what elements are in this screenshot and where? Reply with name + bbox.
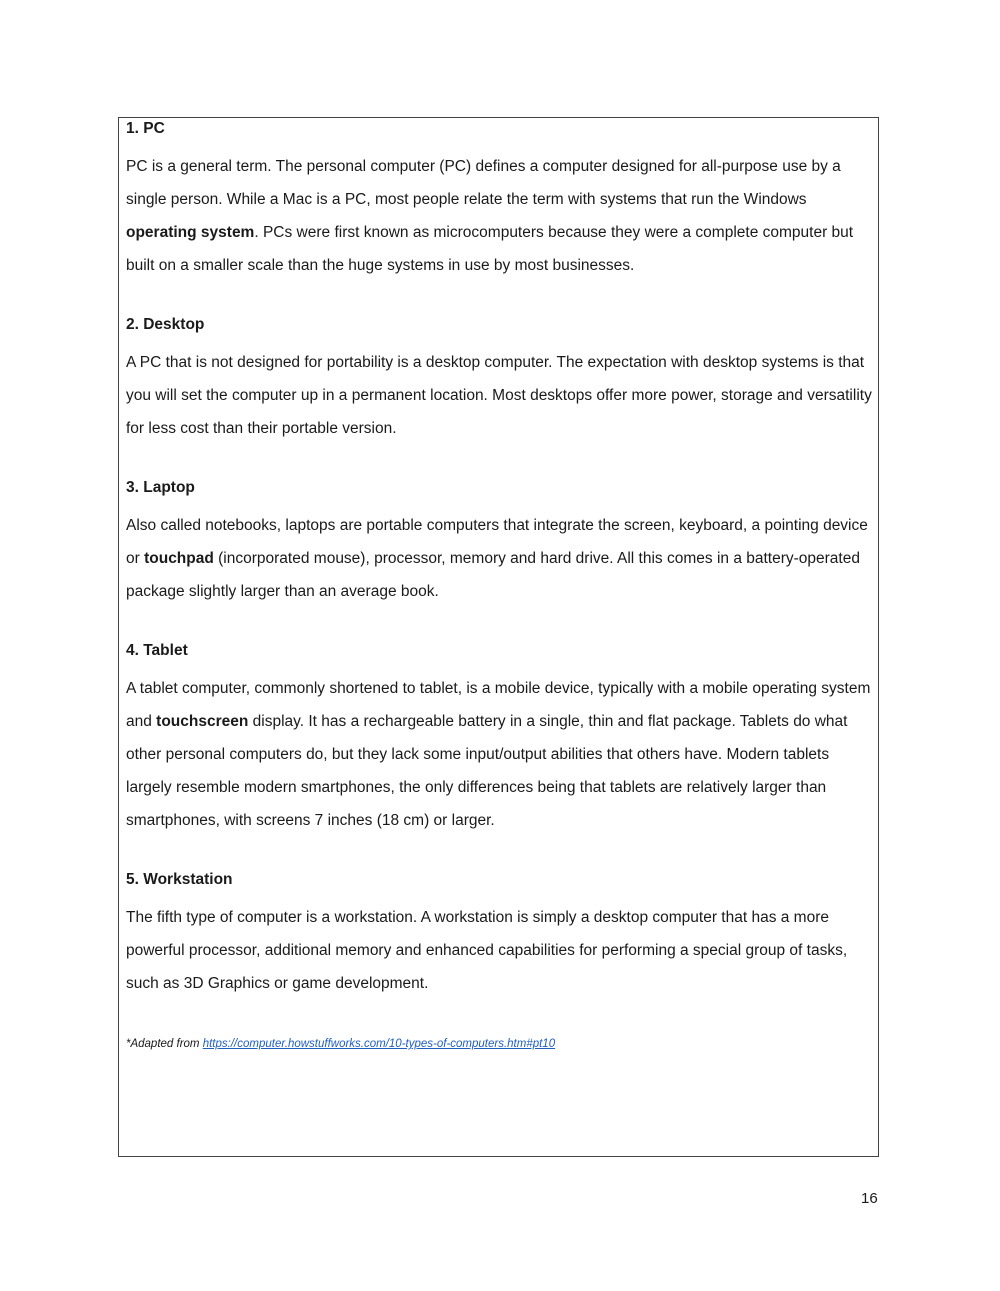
section-paragraph [126, 901, 876, 1000]
section-2 [126, 314, 876, 445]
section-heading: 1. PC [126, 120, 165, 137]
source-link[interactable]: https://computer.howstuffworks.com/10-types-of-computers.htm#pt10 [202, 1038, 556, 1050]
page-number: 16 [861, 1190, 878, 1207]
section-heading: 5. Workstation [126, 871, 233, 888]
paragraph-text: A tablet computer, commonly shortened to tablet, is a mobile device, typically with a mobile operating system and [126, 680, 871, 730]
section-paragraph [126, 672, 876, 837]
section-paragraph [126, 150, 876, 282]
paragraph-text: PC is a general term. The personal computer (PC) defines a computer designed for all-purpose use by a single person. While a Mac is a PC, most people relate the term with systems that run the Windows [126, 158, 841, 208]
paragraph-text: . PCs were first known as microcomputers because they were a complete computer but built on a smaller scale than the huge systems in use by most businesses. [126, 224, 854, 274]
section-heading: 2. Desktop [126, 316, 205, 333]
footnote [126, 1038, 555, 1050]
bold-term: touchpad [144, 550, 214, 567]
paragraph-text: The fifth type of computer is a workstation. A workstation is simply a desktop computer that has a more powerful processor, additional memory and enhanced capabilities for performing a special group of tasks, such as 3D Graphics or game development. [126, 909, 848, 992]
paragraph-text: (incorporated mouse), processor, memory and hard drive. All this comes in a battery-operated package slightly larger than an average book. [126, 550, 860, 600]
footnote-prefix: *Adapted from [126, 1038, 203, 1050]
document-body [126, 118, 876, 1032]
section-paragraph [126, 509, 876, 608]
paragraph-text: display. It has a rechargeable battery in a single, thin and flat package. Tablets do what other personal computers do, but they lack some input/output abilities that others have. Modern tablets largely resemble modern smartphones, the only differences being that tablets are relatively larger than smartphones, with screens 7 inches (18 cm) or larger. [126, 713, 848, 829]
paragraph-text: A PC that is not designed for portability is a desktop computer. The expectation with desktop systems is that you will set the computer up in a permanent location. Most desktops offer more power, storage and versatility for less cost than their portable version. [126, 354, 872, 437]
section-5 [126, 869, 876, 1000]
section-heading: 4. Tablet [126, 642, 188, 659]
paragraph-text: Also called notebooks, laptops are portable computers that integrate the screen, keyboard, a pointing device or [126, 517, 868, 567]
section-paragraph [126, 346, 876, 445]
section-4 [126, 640, 876, 837]
bold-term: operating system [126, 224, 255, 241]
section-1 [126, 118, 876, 282]
section-3 [126, 477, 876, 608]
bold-term: touchscreen [156, 713, 249, 730]
section-heading: 3. Laptop [126, 479, 195, 496]
